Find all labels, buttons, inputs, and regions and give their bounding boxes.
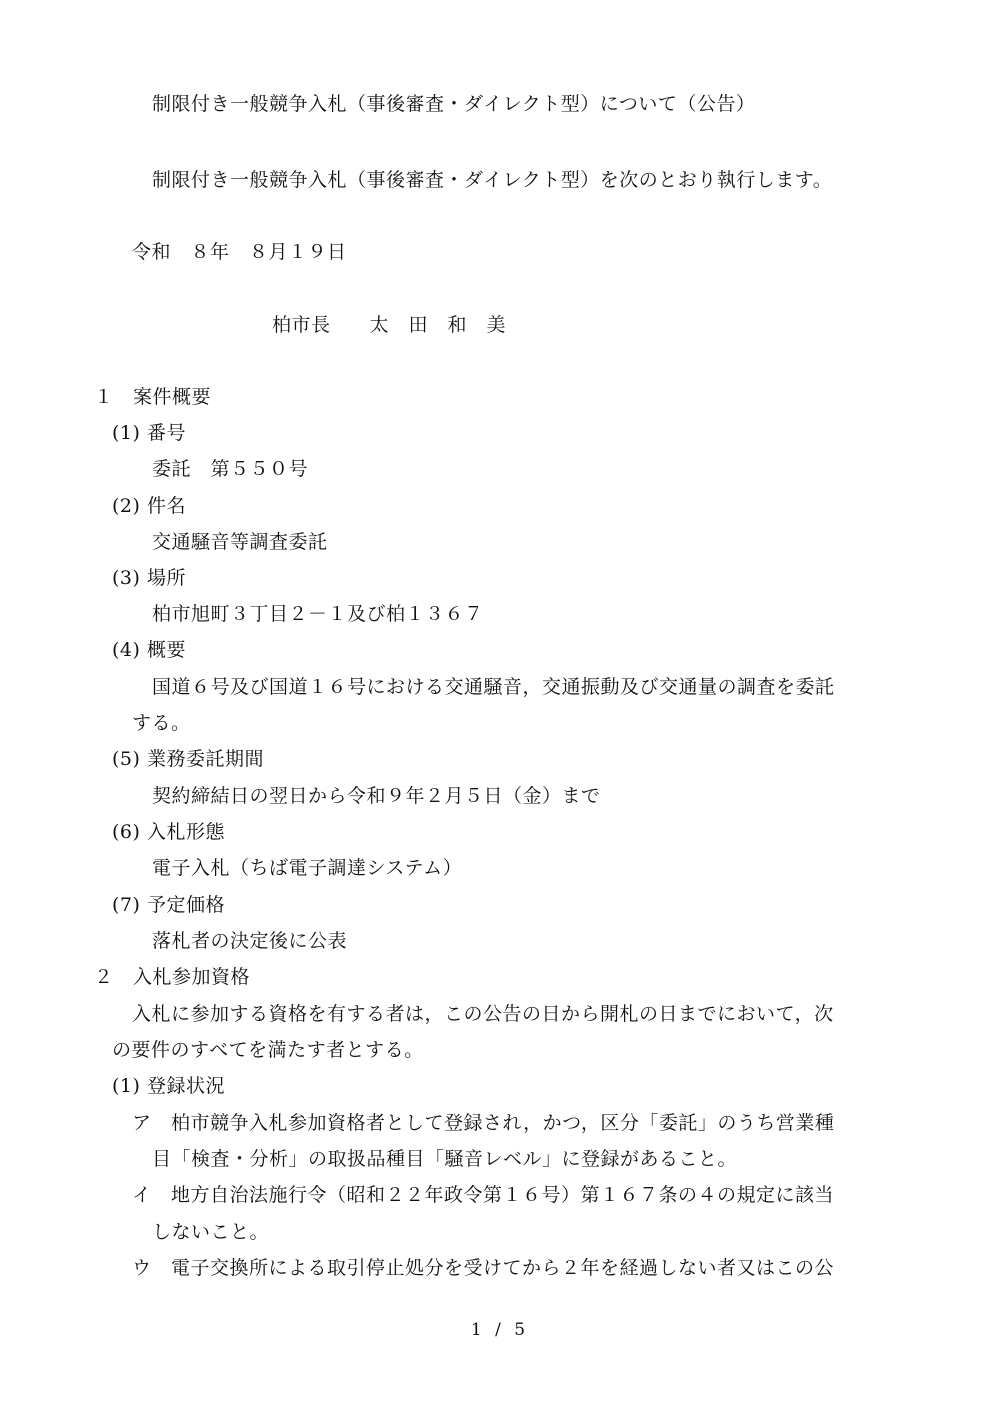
notice-date: 令和 ８年 ８月１９日 [132,241,347,263]
item-text: 交通騒音等調査委託 [152,531,328,553]
item-label: (7) 予定価格 [112,894,225,916]
item-label: (1) 番号 [112,422,186,444]
list-item: ア 柏市競争入札参加資格者として登録され，かつ，区分「委託」のうち営業種 [132,1112,835,1134]
section-heading: １ 案件概要 [94,386,212,408]
item-label: (1) 登録状況 [112,1075,225,1097]
item-label: (4) 概要 [112,639,186,661]
item-text: 契約締結日の翌日から令和９年２月５日（金）まで [152,785,601,807]
page-number: 1 / 5 [470,1320,530,1340]
item-text: する。 [132,712,191,734]
item-text: 委託 第５５０号 [152,458,309,480]
item-text: 落札者の決定後に公表 [152,930,348,952]
intro-text: 制限付き一般競争入札（事後審査・ダイレクト型）を次のとおり執行します。 [152,169,833,191]
list-item: しないこと。 [152,1221,270,1243]
item-text: 国道６号及び国道１６号における交通騒音，交通振動及び交通量の調査を委託 [152,676,835,698]
item-label: (5) 業務委託期間 [112,748,264,770]
item-label: (6) 入札形態 [112,821,225,843]
item-label: (2) 件名 [112,495,186,517]
item-text: 電子入札（ちば電子調達システム） [152,857,463,879]
section-heading: ２ 入札参加資格 [94,966,251,988]
item-text: 柏市旭町３丁目２－１及び柏１３６７ [152,603,484,625]
list-item: イ 地方自治法施行令（昭和２２年政令第１６号）第１６７条の４の規定に該当 [132,1184,835,1206]
list-item: 目「検査・分析」の取扱品種目「騒音レベル」に登録があること。 [152,1148,738,1170]
paragraph-line: の要件のすべてを満たす者とする。 [112,1039,424,1061]
issuer: 柏市長 太 田 和 美 [272,314,507,336]
item-label: (3) 場所 [112,567,186,589]
doc-title: 制限付き一般競争入札（事後審査・ダイレクト型）について（公告） [152,93,756,115]
list-item: ウ 電子交換所による取引停止処分を受けてから２年を経過しない者又はこの公 [132,1257,835,1279]
paragraph-line: 入札に参加する資格を有する者は，この公告の日から開札の日までにおいて，次 [132,1003,834,1025]
